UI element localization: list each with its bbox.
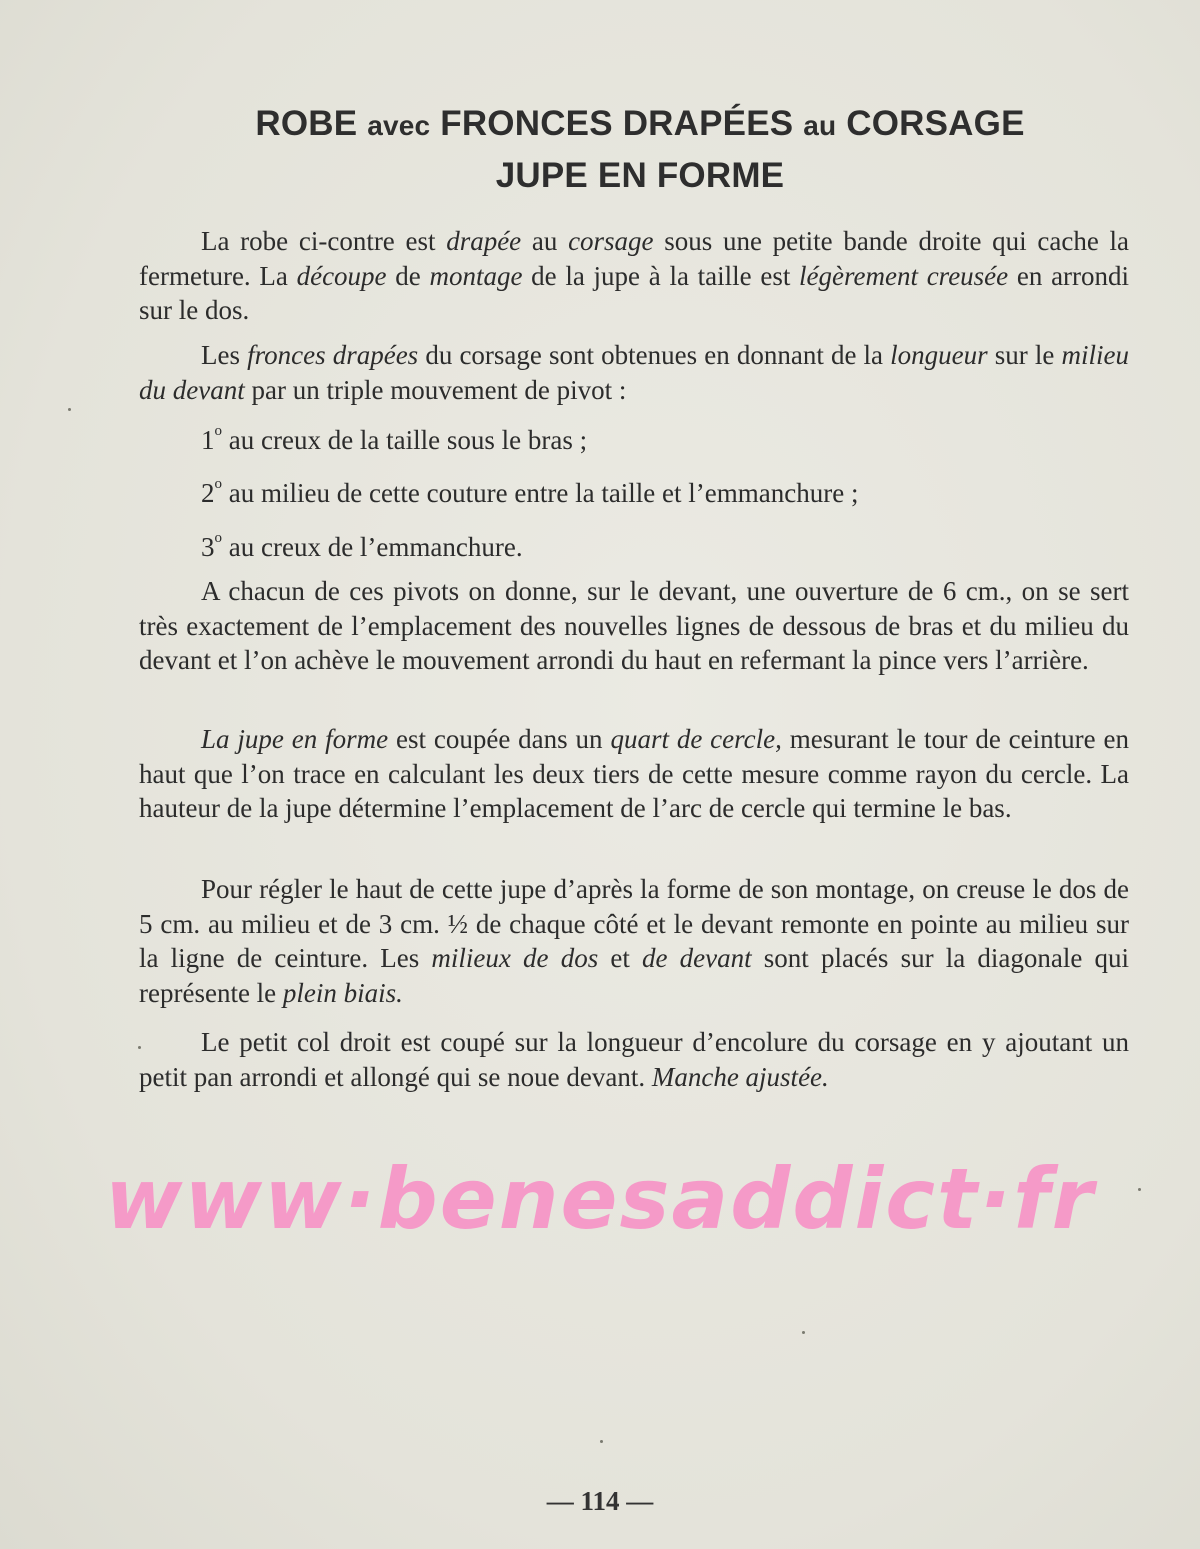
list-item: 3$^o$ au creux de l’emmanchure.	[201, 530, 523, 562]
title-word-au: au	[803, 110, 837, 141]
title-word-corsage: CORSAGE	[846, 104, 1025, 143]
list-item: 2$^o$ au milieu de cette couture entre la taille et l’emmanchure ;	[201, 476, 859, 508]
list-item: 1$^o$ au creux de la taille sous le bras ;	[201, 423, 588, 455]
paragraph-3: A chacun de ces pivots on donne, sur le devant, une ouverture de 6 cm., on se sert très exactement de l’emplacement des nouvelles lignes de dessous de bras et du milieu du devant et l’on achève le mouvement arrondi du haut en refermant la pince vers l’arrière.	[139, 576, 1129, 676]
paper-speck	[1138, 1188, 1141, 1191]
page-title-line-1	[140, 104, 1140, 144]
paper-speck	[802, 1331, 805, 1334]
title-word-fronces: FRONCES DRAPÉES	[440, 104, 794, 143]
paragraph-6: Le petit col droit est coupé sur la longueur d’encolure du corsage en y ajoutant un petit pan arrondi et allongé qui se noue devant. Manche ajustée.	[139, 1027, 1129, 1092]
paper-speck	[68, 408, 71, 411]
paragraph-4: La jupe en forme est coupée dans un quart de cercle, mesurant le tour de ceinture en haut que l’on trace en calculant les deux tiers de cette mesure comme rayon du cercle. La hauteur de la jupe détermine l’emplacement de l’arc de cercle qui termine le bas.	[139, 724, 1129, 824]
title-word-robe: ROBE	[255, 104, 358, 143]
page-title-line-2: JUPE EN FORME	[495, 156, 785, 195]
title-word-avec: avec	[367, 110, 431, 141]
paper-speck	[600, 1440, 603, 1443]
paper-speck	[138, 1046, 141, 1049]
paragraph-2: Les fronces drapées du corsage sont obtenues en donnant de la longueur sur le milieu du devant par un triple mouvement de pivot :	[139, 340, 1130, 405]
watermark-text: www·benesaddict·fr	[104, 1150, 1096, 1248]
paragraph-5: Pour régler le haut de cette jupe d’après la forme de son montage, on creuse le dos de 5 cm. au milieu et de 3 cm. ½ de chaque côté et le devant remonte en pointe au milieu sur la ligne de ceinture. Les milieux de dos et de devant sont placés sur la diagonale qui représente le plein biais.	[139, 874, 1129, 1008]
paragraph-1: La robe ci-contre est drapée au corsage sous une petite bande droite qui cache la fermeture. La découpe de montage de la jupe à la taille est légèrement creusée en arrondi sur le dos.	[139, 226, 1130, 326]
page-number: — 114 —	[546, 1486, 654, 1516]
